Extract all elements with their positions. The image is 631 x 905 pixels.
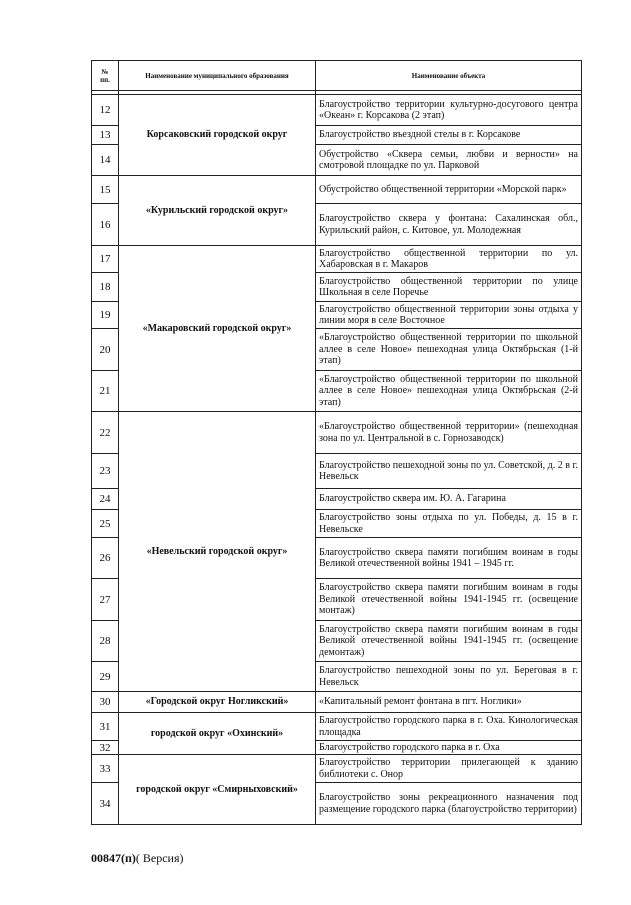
object-cell: Благоустройство территории культурно-досугового центра «Океан» г. Корсакова (2 этап) [316,95,582,126]
row-number: 31 [92,713,119,741]
row-number: 28 [92,621,119,662]
row-number: 24 [92,489,119,510]
object-cell: Благоустройство въездной стелы в г. Корсакове [316,126,582,145]
municipality-cell: городской округ «Охинский» [119,713,316,755]
row-number: 22 [92,412,119,454]
object-cell: «Благоустройство общественной территории» (пешеходная зона по ул. Центральной в с. Горнозаводск) [316,412,582,454]
objects-table [91,60,582,825]
object-cell: «Благоустройство общественной территории по школьной аллее в селе Новое» пешеходная улица Октябрьская (2-й этап) [316,371,582,412]
table-row [92,176,582,204]
row-number: 19 [92,302,119,329]
document-footer [91,851,184,866]
object-cell: Благоустройство пешеходной зоны по ул. Береговая в г. Невельск [316,662,582,692]
row-number: 23 [92,454,119,489]
municipality-cell: Корсаковский городской округ [119,95,316,176]
municipality-cell: «Курильский городской округ» [119,176,316,246]
row-number: 21 [92,371,119,412]
row-number: 14 [92,145,119,176]
object-cell: Благоустройство зоны отдыха по ул. Победы, д. 15 в г. Невельске [316,510,582,538]
object-cell: Обустройство общественной территории «Морской парк» [316,176,582,204]
row-number: 13 [92,126,119,145]
object-cell: Благоустройство зоны рекреационного назначения под размещение городского парка (благоустройство территории) [316,783,582,825]
table-row [92,692,582,713]
object-cell: Благоустройство городского парка в г. Оха. Кинологическая площадка [316,713,582,741]
table-row [92,755,582,783]
header-municipality: Наименование муниципального образования [119,61,316,91]
row-number: 18 [92,273,119,302]
table-row [92,246,582,273]
object-cell: Благоустройство сквера им. Ю. А. Гагарина [316,489,582,510]
object-cell: Благоустройство сквера памяти погибшим воинам в годы Великой отечественной войны 1941 – 1945 гг. [316,538,582,579]
object-cell: Благоустройство сквера памяти погибшим воинам в годы Великой отечественной войны 1941-1945 гг. (освещение монтаж) [316,579,582,621]
row-number: 15 [92,176,119,204]
header-object: Наименование объекта [316,61,582,91]
municipality-cell: городской округ «Смирныховский» [119,755,316,825]
row-number: 32 [92,741,119,755]
row-number: 16 [92,204,119,246]
municipality-cell: «Макаровский городской округ» [119,246,316,412]
table-row [92,95,582,126]
municipality-cell: «Городской округ Ногликский» [119,692,316,713]
row-number: 30 [92,692,119,713]
row-number: 17 [92,246,119,273]
table-row [92,412,582,454]
row-number: 34 [92,783,119,825]
row-number: 33 [92,755,119,783]
row-number: 29 [92,662,119,692]
object-cell: Благоустройство территории прилегающей к зданию библиотеки с. Онор [316,755,582,783]
object-cell: Благоустройство сквера у фонтана: Сахалинская обл., Курильский район, с. Китовое, ул. Молодежная [316,204,582,246]
municipality-cell: «Невельский городской округ» [119,412,316,692]
object-cell: Благоустройство сквера памяти погибшим воинам в годы Великой отечественной войны 1941-1945 гг. (освещение демонтаж) [316,621,582,662]
object-cell: Благоустройство общественной территории зоны отдыха у линии моря в селе Восточное [316,302,582,329]
object-cell: Благоустройство общественной территории по улице Школьная в селе Поречье [316,273,582,302]
row-number: 20 [92,329,119,371]
object-cell: «Благоустройство общественной территории по школьной аллее в селе Новое» пешеходная улица Октябрьская (1-й этап) [316,329,582,371]
table-header-row [92,61,582,91]
row-number: 25 [92,510,119,538]
object-cell: Благоустройство городского парка в г. Оха [316,741,582,755]
object-cell: Обустройство «Сквера семьи, любви и верности» на смотровой площадке по ул. Парковой [316,145,582,176]
object-cell: Благоустройство пешеходной зоны по ул. Советской, д. 2 в г. Невельск [316,454,582,489]
row-number: 27 [92,579,119,621]
object-cell: «Капитальный ремонт фонтана в пгт. Ноглики» [316,692,582,713]
table-row [92,713,582,741]
header-number: № пп. [92,61,119,91]
object-cell: Благоустройство общественной территории по ул. Хабаровская в г. Макаров [316,246,582,273]
document-version: ( Версия) [135,851,184,865]
document-code: 00847(п) [91,851,136,865]
row-number: 26 [92,538,119,579]
row-number: 12 [92,95,119,126]
